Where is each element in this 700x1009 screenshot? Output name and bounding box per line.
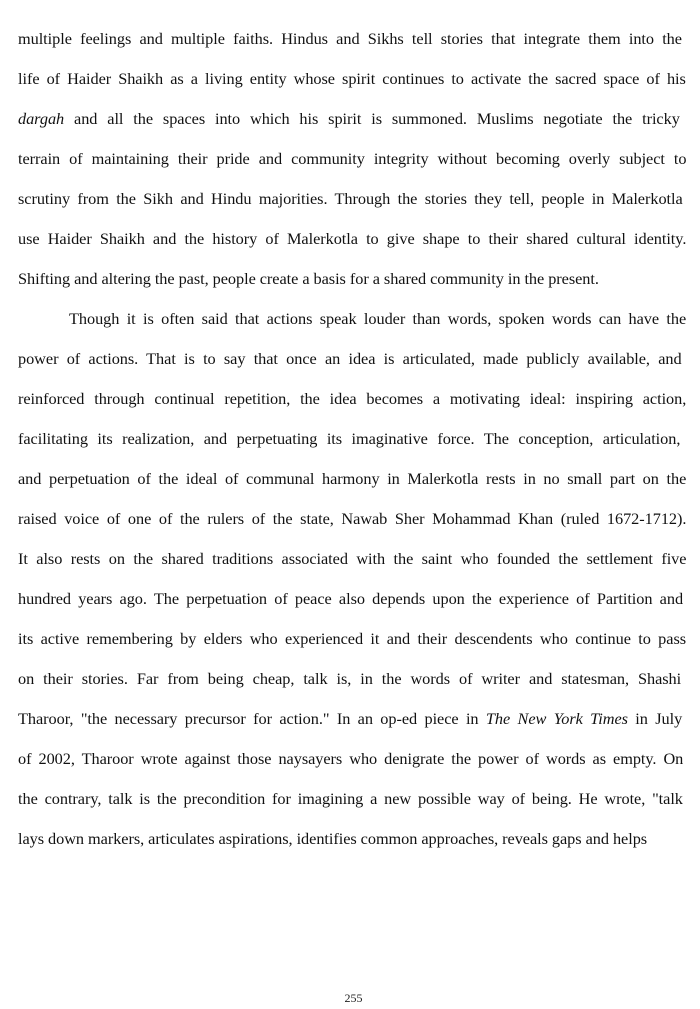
text-segment: use Haider Shaikh and the history of Malerkotla to give shape to their shared cultural identity. [18,229,687,248]
text-segment: multiple feelings and multiple faiths. Hindus and Sikhs tell stories that integrate them into the [18,29,682,48]
text-segment: Tharoor, "the necessary precursor for action." In an op-ed piece in [18,709,486,728]
text-line [18,509,686,529]
text-segment: of 2002, Tharoor wrote against those naysayers who denigrate the power of words as empty. On [18,749,684,768]
text-line [18,389,686,409]
text-line [18,149,686,169]
text-line [18,709,682,729]
text-segment: It also rests on the shared traditions associated with the saint who founded the settlement five [18,549,687,568]
text-segment: terrain of maintaining their pride and community integrity without becoming overly subject to [18,149,687,168]
text-segment: hundred years ago. The perpetuation of peace also depends upon the experience of Partition and [18,589,684,608]
text-segment: and perpetuation of the ideal of communal harmony in Malerkotla rests in no small part on the [18,469,687,488]
text-segment: in July [627,709,683,728]
italic-text: The New York Times [485,709,628,728]
text-line [18,789,683,809]
text-segment: its active remembering by elders who experienced it and their descendents who continue to pass [18,629,687,648]
text-line [18,69,686,89]
text-line [18,189,683,209]
text-line [18,589,683,609]
italic-text: dargah [18,109,65,128]
text-segment: Shifting and altering the past, people create a basis for a shared community in the present. [18,269,599,288]
text-line [18,269,599,289]
text-line [18,829,647,849]
text-segment: the contrary, talk is the precondition for imagining a new possible way of being. He wrote, "talk [18,789,683,808]
text-segment: life of Haider Shaikh as a living entity whose spirit continues to activate the sacred space of his [18,69,686,88]
text-segment: power of actions. That is to say that once an idea is articulated, made publicly available, and [18,349,682,368]
text-segment: reinforced through continual repetition, the idea becomes a motivating ideal: inspiring action, [18,389,687,408]
page-number: 255 [344,991,363,1005]
text-segment: raised voice of one of the rulers of the state, Nawab Sher Mohammad Khan (ruled 1672-1712). [18,509,687,528]
text-line [18,629,686,649]
text-line [69,309,686,329]
text-segment: facilitating its realization, and perpetuating its imaginative force. The conception, articulation, [18,429,681,448]
text-line [18,549,686,569]
text-line [18,469,686,489]
text-segment: and all the spaces into which his spirit is summoned. Muslims negotiate the tricky [64,109,680,128]
text-segment: Though it is often said that actions speak louder than words, spoken words can have the [69,309,687,328]
text-line [18,29,682,49]
text-line [18,429,680,449]
text-line [18,109,680,129]
text-segment: on their stories. Far from being cheap, talk is, in the words of writer and statesman, Shashi [18,669,682,688]
text-segment: lays down markers, articulates aspirations, identifies common approaches, reveals gaps and helps [18,829,648,848]
text-line [18,349,682,369]
text-line [18,749,683,769]
text-line [18,669,681,689]
text-segment: scrutiny from the Sikh and Hindu majorities. Through the stories they tell, people in Malerkotla [18,189,683,208]
text-line [18,229,686,249]
